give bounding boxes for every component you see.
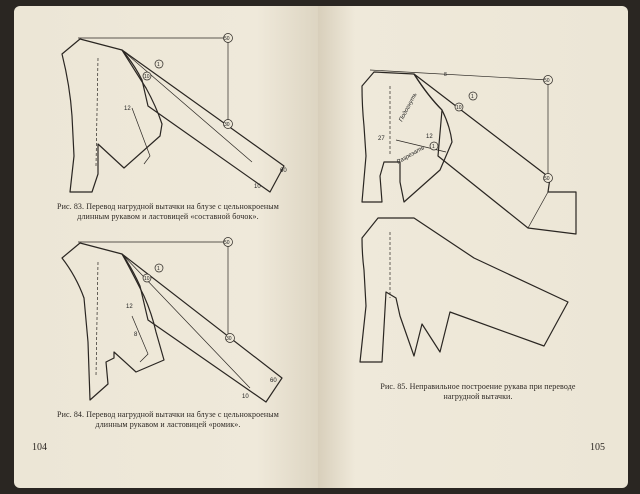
label-30: 30 xyxy=(226,336,232,342)
label-10: 10 xyxy=(456,105,462,111)
label-10: 10 xyxy=(144,74,150,80)
label-1: 1 xyxy=(471,94,474,100)
label-12: 12 xyxy=(124,106,131,112)
figure-85-caption: Рис. 85. Неправильное построение рукава при переводе нагрудной вытачки. xyxy=(380,382,576,401)
figure-85-bottom-pattern xyxy=(360,218,568,362)
figure-83-pattern xyxy=(62,34,287,193)
label-50: 50 xyxy=(224,240,230,246)
label-8: 8 xyxy=(444,72,447,78)
label-10b: 10 xyxy=(242,394,249,400)
left-page xyxy=(14,6,318,488)
figure-84-caption: Рис. 84. Перевод нагрудной вытачки на блузе с цельнокроеным длинным рукавом и ластовицей «ромик». xyxy=(57,410,279,429)
label-1: 1 xyxy=(157,62,160,68)
label-60: 60 xyxy=(280,168,287,174)
label-10b: 10 xyxy=(254,184,261,190)
right-page xyxy=(318,6,628,488)
label-50b: 50 xyxy=(544,176,550,182)
label-1: 1 xyxy=(157,266,160,272)
label-12: 12 xyxy=(126,304,133,310)
label-50: 50 xyxy=(224,36,230,42)
label-10: 10 xyxy=(144,276,150,282)
page-number-left: 104 xyxy=(32,442,47,453)
figure-85-top-pattern xyxy=(362,70,576,234)
label-30: 30 xyxy=(224,122,230,128)
label-1b: 1 xyxy=(432,144,435,150)
label-8: 8 xyxy=(134,332,138,338)
figure-85-drawing xyxy=(318,6,628,488)
figure-84-pattern xyxy=(62,238,282,403)
rotated-label-1: Подогнуть xyxy=(398,92,419,123)
label-60: 60 xyxy=(270,378,277,384)
rotated-label-2: Разрезать xyxy=(396,145,426,166)
label-12: 12 xyxy=(426,134,433,140)
label-50: 50 xyxy=(544,78,550,84)
label-27: 27 xyxy=(378,136,385,142)
figure-83-caption: Рис. 83. Перевод нагрудной вытачки на блузе с цельнокроеным длинным рукавом и ластовицей «составной бочок». xyxy=(57,202,279,221)
page-number-right: 105 xyxy=(590,442,605,453)
